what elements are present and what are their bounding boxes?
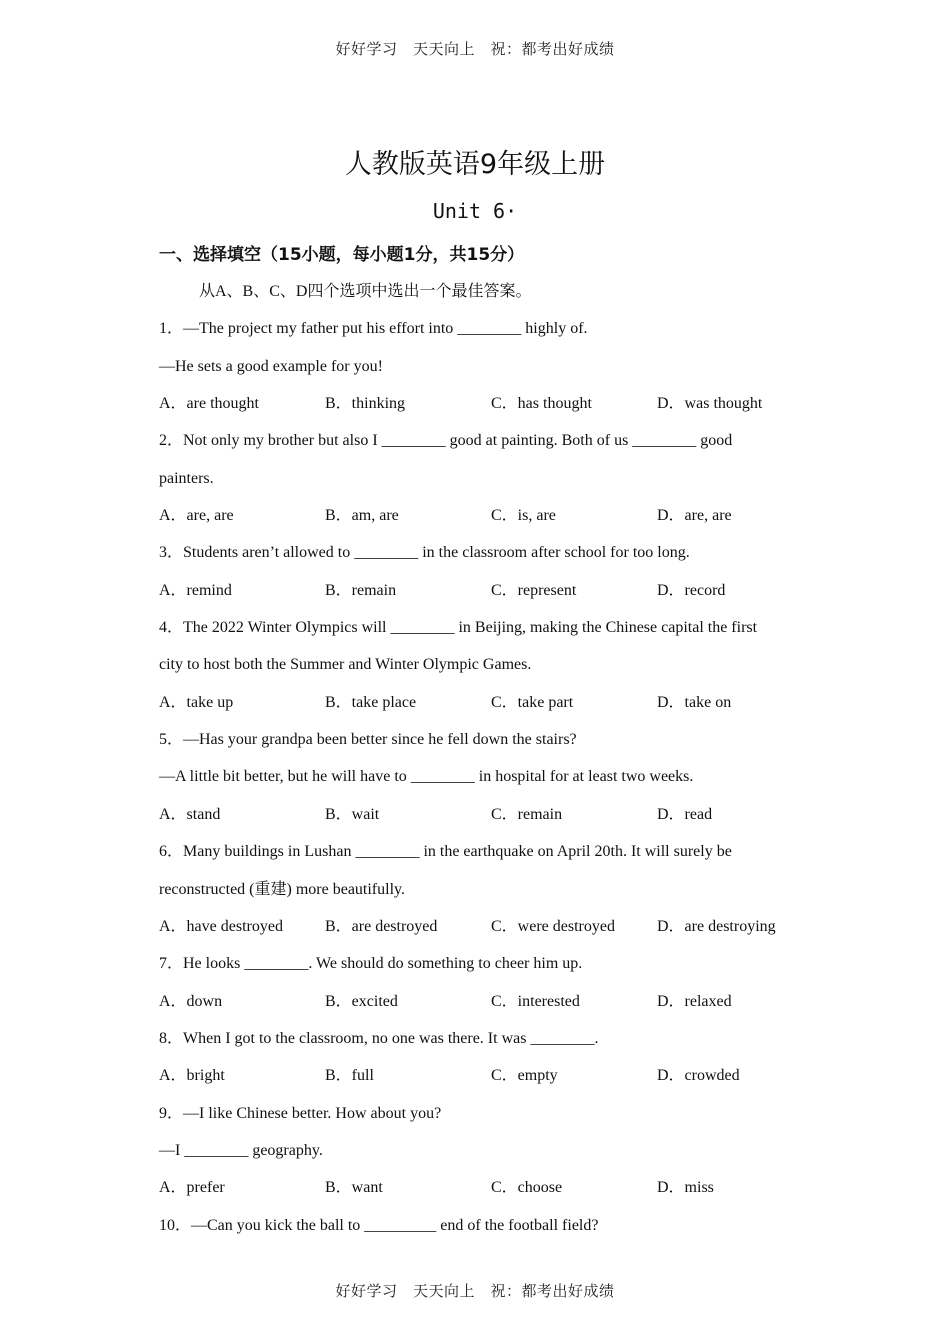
options-row: [159, 1061, 799, 1098]
question-text-line: 2．Not only my brother but also I ________ good at painting. Both of us ________ good: [159, 432, 733, 450]
option-d: D．was thought: [657, 395, 763, 413]
option-c: C．interested: [491, 992, 580, 1010]
section-title: 一、选择填空（15小题，每小题1分，共15分）: [159, 245, 525, 265]
exam-content: [159, 240, 799, 1248]
question-text-line: —I ________ geography.: [159, 1141, 323, 1159]
question-text-line: 9．—I like Chinese better. How about you?: [159, 1104, 442, 1122]
options-row: [159, 987, 799, 1024]
option-d: D．crowded: [657, 1067, 740, 1085]
options-row: [159, 800, 799, 837]
question-3: [159, 538, 799, 613]
question-4: [159, 613, 799, 725]
option-d: D．relaxed: [657, 992, 732, 1010]
options-row: [159, 912, 799, 949]
option-c: C．has thought: [491, 395, 592, 413]
question-text-line: 1．—The project my father put his effort into ________ highly of.: [159, 320, 588, 338]
option-b: B．want: [325, 1179, 383, 1197]
question-10: [159, 1211, 799, 1248]
question-text-line: 5．—Has your grandpa been better since he fell down the stairs?: [159, 731, 577, 749]
question-text-line: 3．Students aren’t allowed to ________ in the classroom after school for too long.: [159, 544, 690, 562]
page-footer: 好好学习 天天向上 祝：都考出好成绩: [335, 1282, 615, 1300]
option-b: B．am, are: [325, 507, 399, 525]
option-b: B．excited: [325, 992, 398, 1010]
option-d: D．miss: [657, 1179, 714, 1197]
question-1: [159, 314, 799, 426]
option-a: A．down: [159, 992, 223, 1010]
option-d: D．are destroying: [657, 917, 776, 935]
option-b: B．take place: [325, 693, 417, 711]
option-d: D．take on: [657, 693, 732, 711]
question-list: [159, 314, 799, 1248]
option-a: A．are thought: [159, 395, 259, 413]
option-c: C．is, are: [491, 507, 556, 525]
option-c: C．empty: [491, 1067, 558, 1085]
option-a: A．have destroyed: [159, 917, 283, 935]
option-b: B．remain: [325, 581, 397, 599]
section-instruction: 从A、B、C、D四个选项中选出一个最佳答案。: [199, 283, 532, 300]
option-b: B．wait: [325, 805, 380, 823]
option-a: A．stand: [159, 805, 221, 823]
question-text-line: —He sets a good example for you!: [159, 357, 383, 375]
document-title: 人教版英语9年级上册: [344, 149, 606, 180]
question-7: [159, 949, 799, 1024]
question-text-line: —A little bit better, but he will have to ________ in hospital for at least two weeks.: [159, 768, 694, 786]
option-c: C．choose: [491, 1179, 563, 1197]
option-d: D．read: [657, 805, 713, 823]
page-header: 好好学习 天天向上 祝：都考出好成绩: [335, 40, 615, 58]
option-b: B．thinking: [325, 395, 406, 413]
option-a: A．prefer: [159, 1179, 225, 1197]
question-text-line: 4．The 2022 Winter Olympics will ________ in Beijing, making the Chinese capital the first: [159, 619, 758, 637]
options-row: [159, 576, 799, 613]
option-b: B．are destroyed: [325, 917, 438, 935]
question-5: [159, 725, 799, 837]
option-a: A．are, are: [159, 507, 234, 525]
question-text-line: 6．Many buildings in Lushan ________ in the earthquake on April 20th. It will surely be: [159, 843, 732, 861]
option-c: C．take part: [491, 693, 574, 711]
option-d: D．are, are: [657, 507, 732, 525]
question-2: [159, 426, 799, 538]
question-8: [159, 1024, 799, 1099]
document-subtitle: Unit 6·: [432, 199, 518, 223]
question-text-line: 7．He looks ________. We should do something to cheer him up.: [159, 955, 583, 973]
question-text-line: painters.: [159, 469, 214, 487]
question-text-line: city to host both the Summer and Winter Olympic Games.: [159, 656, 532, 674]
question-9: [159, 1099, 799, 1211]
question-6: [159, 837, 799, 949]
options-row: [159, 389, 799, 426]
options-row: [159, 688, 799, 725]
question-text-line: 10．—Can you kick the ball to _________ end of the football field?: [159, 1216, 599, 1234]
option-c: C．represent: [491, 581, 577, 599]
option-b: B．full: [325, 1067, 374, 1085]
question-text-line: reconstructed (重建) more beautifully.: [159, 880, 405, 898]
options-row: [159, 501, 799, 538]
option-c: C．were destroyed: [491, 917, 615, 935]
option-a: A．remind: [159, 581, 232, 599]
option-a: A．bright: [159, 1067, 225, 1085]
question-text-line: 8．When I got to the classroom, no one was there. It was ________.: [159, 1029, 599, 1047]
option-d: D．record: [657, 581, 726, 599]
option-c: C．remain: [491, 805, 563, 823]
option-a: A．take up: [159, 693, 234, 711]
options-row: [159, 1173, 799, 1210]
